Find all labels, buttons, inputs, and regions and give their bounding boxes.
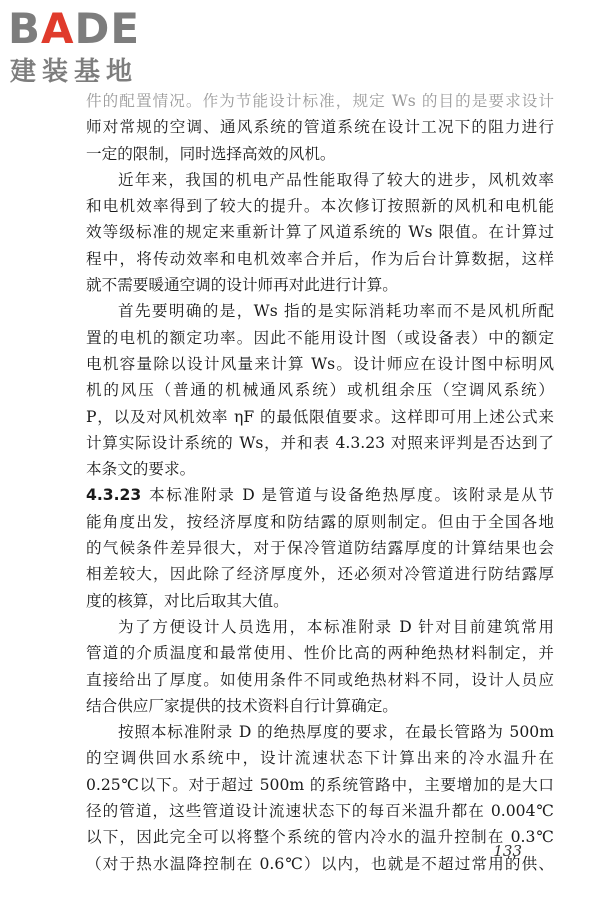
paragraph bbox=[86, 719, 554, 877]
text-line: 一定的限制，同时选择高效的风机。 bbox=[86, 144, 336, 163]
text-line: （对于热水温降控制在 0.6℃）以内，也就是不超过常用的供、 bbox=[86, 854, 554, 873]
watermark-subtitle: 建装基地 bbox=[10, 57, 139, 87]
paragraph bbox=[86, 88, 554, 167]
text-line: 的气候条件差异很大，对于保冷管道防结露厚度的计算结果也会 bbox=[86, 539, 554, 558]
text-line: 计算实际设计系统的 Ws，并和表 4.3.23 对照来评判是否达到了 bbox=[86, 433, 554, 452]
text-line: 首先要明确的是，Ws 指的是实际消耗功率而不是风机所配 bbox=[118, 302, 554, 321]
text-line: 程中，将传动效率和电机效率合并后，作为后台计算数据，这样 bbox=[86, 249, 554, 268]
text-line: 度的核算，对比后取其大值。 bbox=[86, 591, 289, 610]
text-line: 置的电机的额定功率。因此不能用设计图（或设备表）中的额定 bbox=[86, 328, 554, 347]
section-number: 4.3.23 bbox=[86, 486, 142, 505]
paragraph bbox=[86, 167, 554, 298]
page-number: 133 bbox=[493, 842, 522, 860]
section-first-line: 本标准附录 D 是管道与设备绝热厚度。该附录是从节 bbox=[147, 486, 554, 505]
text-line: 师对常规的空调、通风系统的管道系统在设计工况下的阻力进行 bbox=[86, 118, 554, 137]
text-line: 直接给出了厚度。如使用条件不同或绝热材料不同，设计人员应 bbox=[86, 670, 554, 689]
watermark-brand: BADE bbox=[8, 4, 141, 53]
text-line: 电机容量除以设计风量来计算 Ws。设计师应在设计图中标明风 bbox=[86, 354, 554, 373]
paragraph bbox=[86, 614, 554, 719]
text-line: 径的管道，这些管道设计流速状态下的每百米温升都在 0.004℃ bbox=[86, 802, 554, 821]
text-line: 为了方便设计人员选用，本标准附录 D 针对目前建筑常用 bbox=[118, 617, 554, 636]
text-line: 结合供应厂家提供的技术资料自行计算确定。 bbox=[86, 696, 398, 715]
text-line: 机的风压（普通的机械通风系统）或机组余压（空调风系统） bbox=[86, 381, 554, 400]
section-4-3-23 bbox=[86, 482, 554, 613]
text-line: 本条文的要求。 bbox=[86, 460, 196, 479]
text-line: 件的配置情况。作为节能设计标准，规定 Ws 的目的是要求设计 bbox=[86, 92, 554, 110]
watermark-logo bbox=[8, 6, 178, 92]
paragraph bbox=[86, 298, 554, 482]
text-line: P，以及对风机效率 ηF 的最低限值要求。这样即可用上述公式来 bbox=[86, 407, 554, 426]
text-line: 效等级标准的规定来重新计算了风道系统的 Ws 限值。在计算过 bbox=[86, 223, 554, 242]
text-line: 相差较大，因此除了经济厚度外，还必须对冷管道进行防结露厚 bbox=[86, 565, 554, 584]
text-line: 管道的介质温度和最常使用、性价比高的两种绝热材料制定，并 bbox=[86, 644, 554, 663]
text-line: 和电机效率得到了较大的提升。本次修订按照新的风机和电机能 bbox=[86, 197, 554, 216]
text-line: 0.25℃以下。对于超过 500m 的系统管路中，主要增加的是大口 bbox=[86, 775, 554, 794]
text-line: 近年来，我国的机电产品性能取得了较大的进步，风机效率 bbox=[118, 170, 554, 189]
text-line bbox=[86, 482, 554, 508]
body-text bbox=[86, 88, 554, 877]
text-line: 就不需要暖通空调的设计师再对此进行计算。 bbox=[86, 276, 398, 295]
text-line: 的空调供回水系统中，设计流速状态下计算出来的冷水温升在 bbox=[86, 749, 554, 768]
text-line: 按照本标准附录 D 的绝热厚度的要求，在最长管路为 500m bbox=[118, 723, 554, 742]
text-line: 能角度出发，按经济厚度和防结露的原则制定。但由于全国各地 bbox=[86, 512, 554, 531]
text-line: 以下，因此完全可以将整个系统的管内冷水的温升控制在 0.3℃ bbox=[86, 828, 554, 847]
